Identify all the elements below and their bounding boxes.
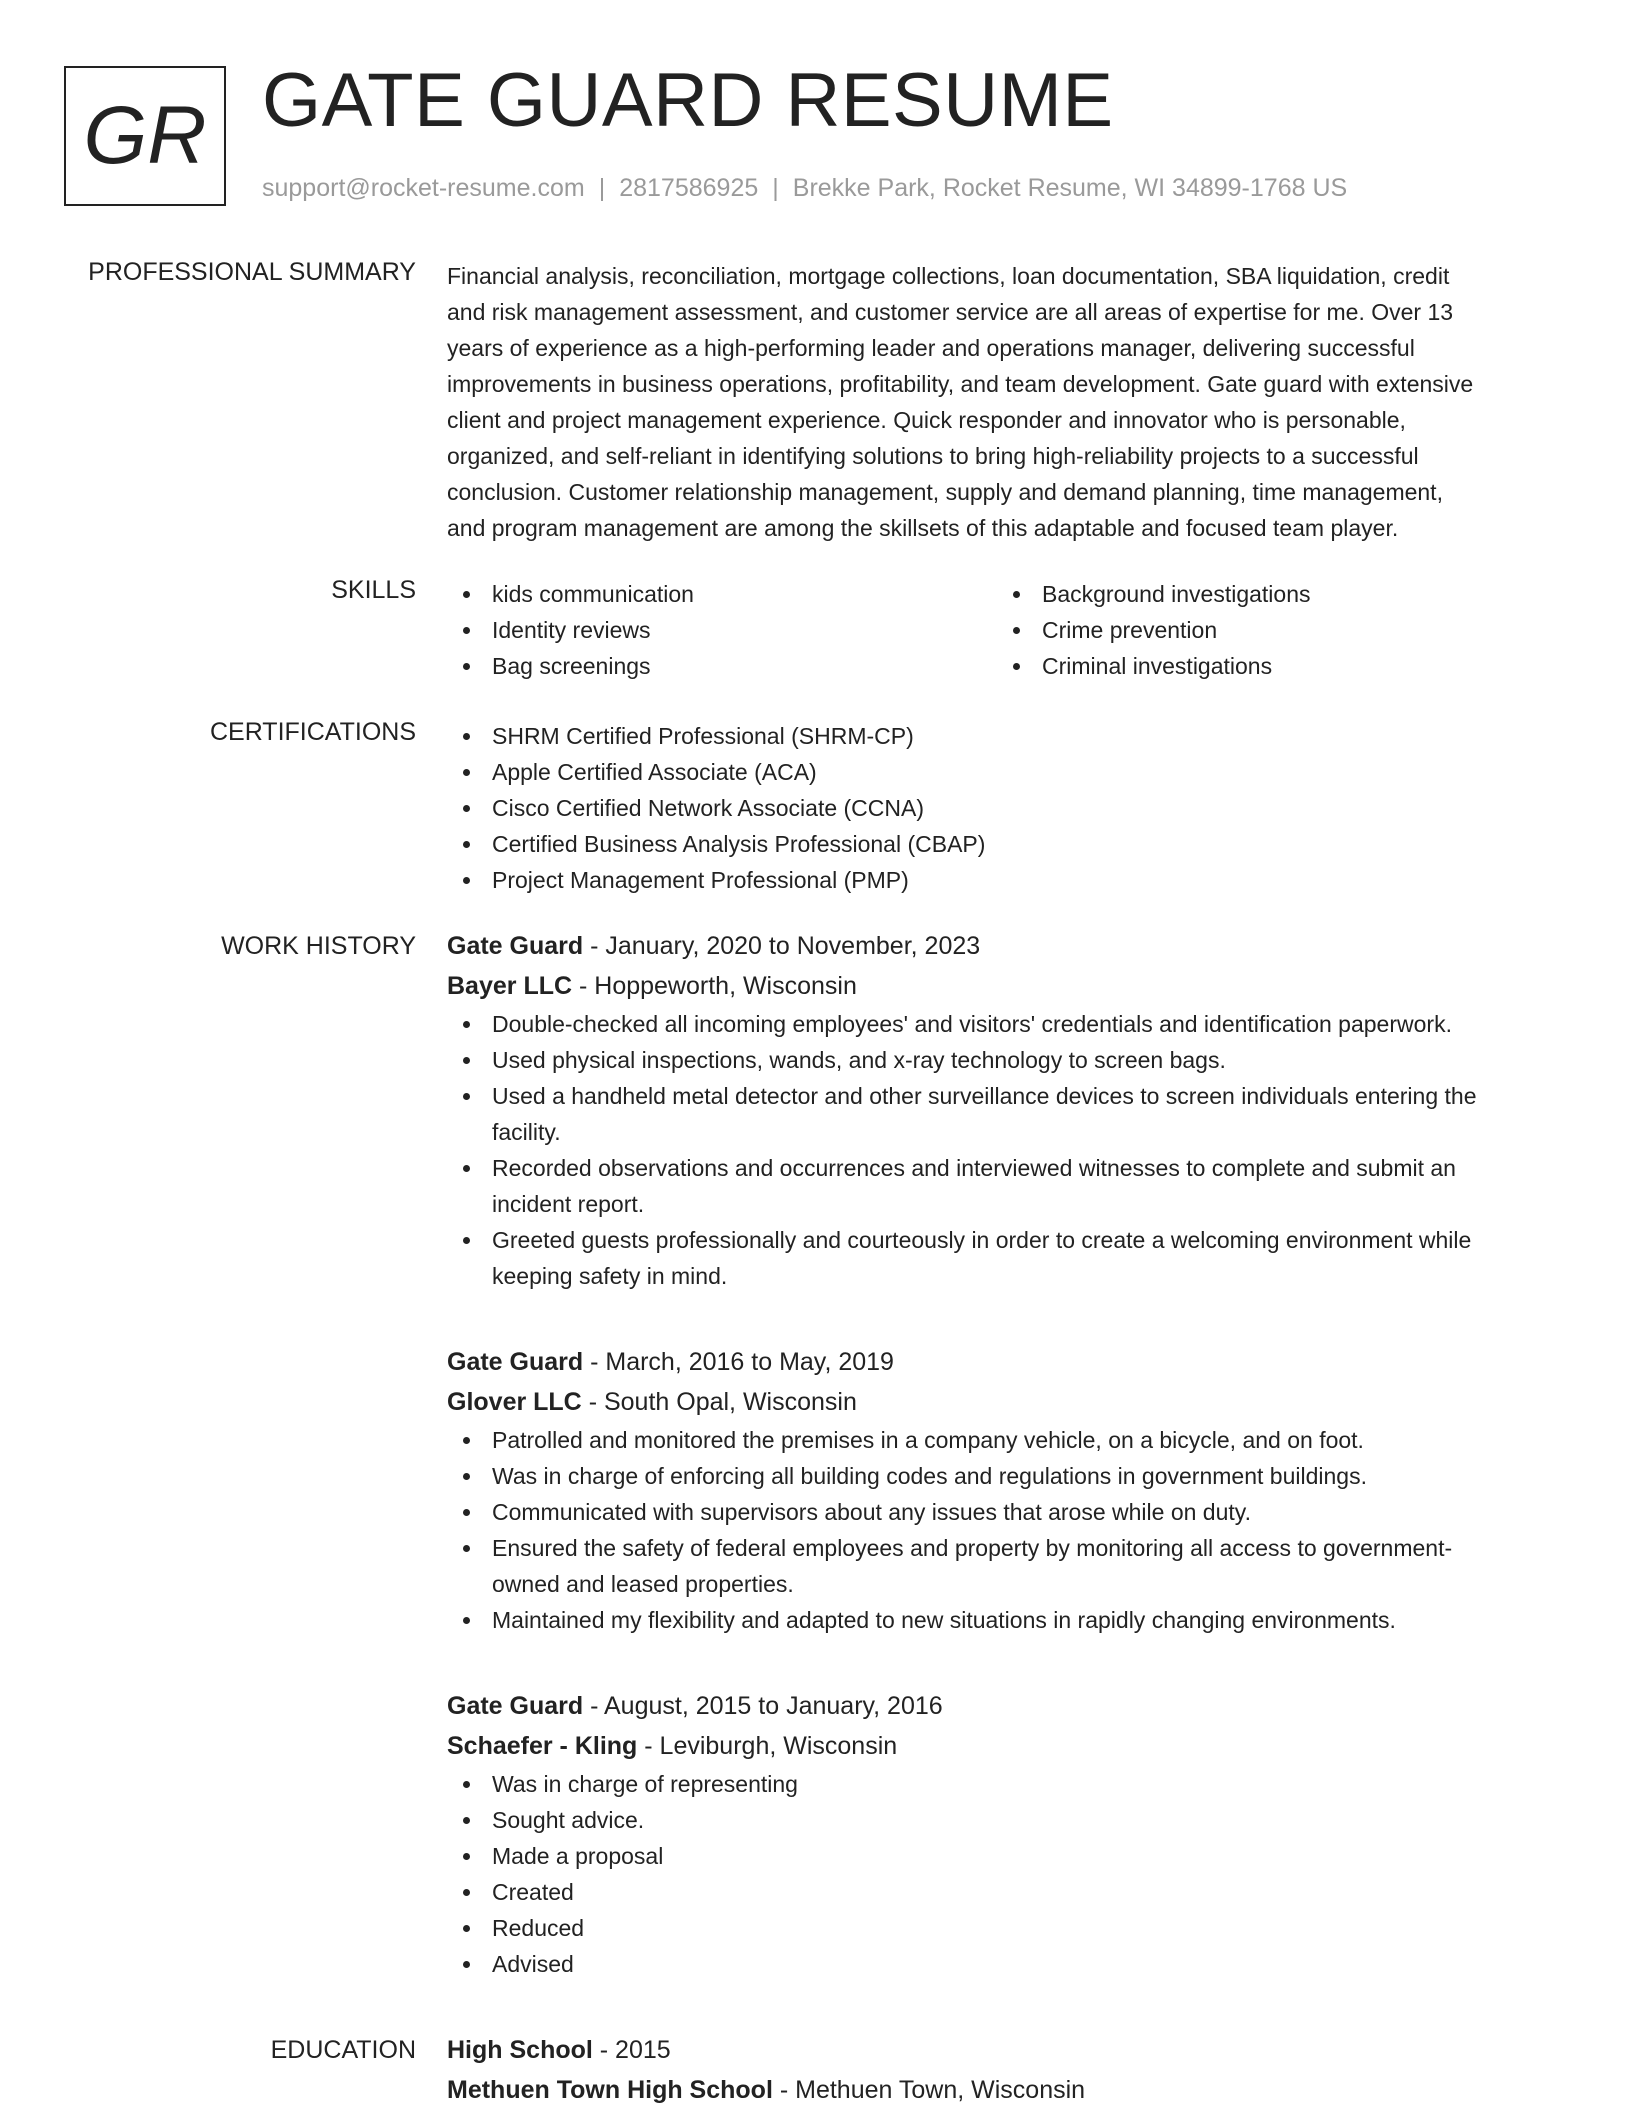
job-duty-item: Made a proposal xyxy=(447,1838,1562,1874)
job-duty-item: Communicated with supervisors about any issues that arose while on duty. xyxy=(447,1494,1562,1530)
job-title-line: Gate Guard - January, 2020 to November, 2023 xyxy=(447,932,981,960)
job-company-line: Bayer LLC - Hoppeworth, Wisconsin xyxy=(447,972,857,1000)
summary-text: Financial analysis, reconciliation, mortgage collections, loan documentation, SBA liquidation, credit and risk management assessment, and customer service are all areas of expertise for me. Over 13 years of experience as a high-performing leader and operations manager, delivering successful improvements in business operations, profitability, and team development. Gate guard with extensive client and project management experience. Quick responder and innovator who is personable, organized, and self-reliant in identifying solutions to bring high-reliability projects to a successful conclusion. Customer relationship management, supply and demand planning, time management, and program management are among the skillsets of this adaptable and focused team player. xyxy=(447,263,1474,541)
contact-email: support@rocket-resume.com xyxy=(262,174,585,202)
job-company-line: Glover LLC - South Opal, Wisconsin xyxy=(447,1388,857,1416)
skills-list xyxy=(447,576,1562,684)
job-entry xyxy=(447,1686,1562,1982)
certification-item: SHRM Certified Professional (SHRM-CP) xyxy=(447,718,1562,754)
job-duty-item: Advised xyxy=(447,1946,1562,1982)
job-entry xyxy=(447,926,1562,1294)
job-duty-item: Patrolled and monitored the premises in a company vehicle, on a bicycle, and on foot. xyxy=(447,1422,1562,1458)
skill-item: Bag screenings xyxy=(447,648,997,684)
job-duty-item: Used a handheld metal detector and other surveillance devices to screen individuals entering the facility. xyxy=(447,1078,1562,1150)
education-heading: EDUCATION xyxy=(270,2036,416,2064)
job-duty-item: Recorded observations and occurrences and interviewed witnesses to complete and submit an incident report. xyxy=(447,1150,1562,1222)
resume-title: GATE GUARD RESUME xyxy=(262,58,1114,143)
job-duty-item: Double-checked all incoming employees' and visitors' credentials and identification paperwork. xyxy=(447,1006,1562,1042)
skills-column-right xyxy=(997,576,1547,684)
job-duty-item: Was in charge of enforcing all building codes and regulations in government buildings. xyxy=(447,1458,1562,1494)
degree-line: High School - 2015 xyxy=(447,2036,671,2064)
job-duties-list xyxy=(447,1766,1562,1982)
job-title-line: Gate Guard - March, 2016 to May, 2019 xyxy=(447,1348,894,1376)
certifications-body xyxy=(447,718,1562,898)
certifications-list xyxy=(447,718,1562,898)
skill-item: Crime prevention xyxy=(997,612,1547,648)
contact-address: Brekke Park, Rocket Resume, WI 34899-1768 US xyxy=(792,174,1348,202)
job-duty-item: Created xyxy=(447,1874,1562,1910)
contact-separator: | xyxy=(772,174,779,202)
contact-line xyxy=(262,174,1347,203)
skills-heading: SKILLS xyxy=(331,576,416,604)
summary-body xyxy=(447,258,1562,546)
school-line: Methuen Town High School - Methuen Town, Wisconsin xyxy=(447,2076,1086,2104)
skill-item: Criminal investigations xyxy=(997,648,1547,684)
job-title-line: Gate Guard - August, 2015 to January, 2016 xyxy=(447,1692,943,1720)
skill-item: Background investigations xyxy=(997,576,1547,612)
job-duty-item: Sought advice. xyxy=(447,1802,1562,1838)
monogram-logo: GR xyxy=(64,66,226,206)
job-duty-item: Was in charge of representing xyxy=(447,1766,1562,1802)
certification-item: Apple Certified Associate (ACA) xyxy=(447,754,1562,790)
skills-column-left xyxy=(447,576,997,684)
certification-item: Cisco Certified Network Associate (CCNA) xyxy=(447,790,1562,826)
skill-item: Identity reviews xyxy=(447,612,997,648)
education-entry xyxy=(447,2030,1562,2110)
certifications-heading: CERTIFICATIONS xyxy=(209,718,416,746)
contact-separator: | xyxy=(598,174,606,202)
certification-item: Certified Business Analysis Professional (CBAP) xyxy=(447,826,1562,862)
job-duty-item: Ensured the safety of federal employees and property by monitoring all access to government- owned and leased properties. xyxy=(447,1530,1562,1602)
job-duty-item: Greeted guests professionally and courteously in order to create a welcoming environment while keeping safety in mind. xyxy=(447,1222,1562,1294)
work-history-heading: WORK HISTORY xyxy=(221,932,416,960)
job-company-line: Schaefer - Kling - Leviburgh, Wisconsin xyxy=(447,1732,898,1760)
job-duties-list xyxy=(447,1422,1562,1638)
job-duties-list xyxy=(447,1006,1562,1294)
job-duty-item: Reduced xyxy=(447,1910,1562,1946)
job-duty-item: Maintained my flexibility and adapted to new situations in rapidly changing environments. xyxy=(447,1602,1562,1638)
job-entry xyxy=(447,1342,1562,1638)
skill-item: kids communication xyxy=(447,576,997,612)
summary-heading: PROFESSIONAL SUMMARY xyxy=(88,258,416,286)
certification-item: Project Management Professional (PMP) xyxy=(447,862,1562,898)
job-duty-item: Used physical inspections, wands, and x-ray technology to screen bags. xyxy=(447,1042,1562,1078)
contact-phone: 2817586925 xyxy=(619,174,759,202)
